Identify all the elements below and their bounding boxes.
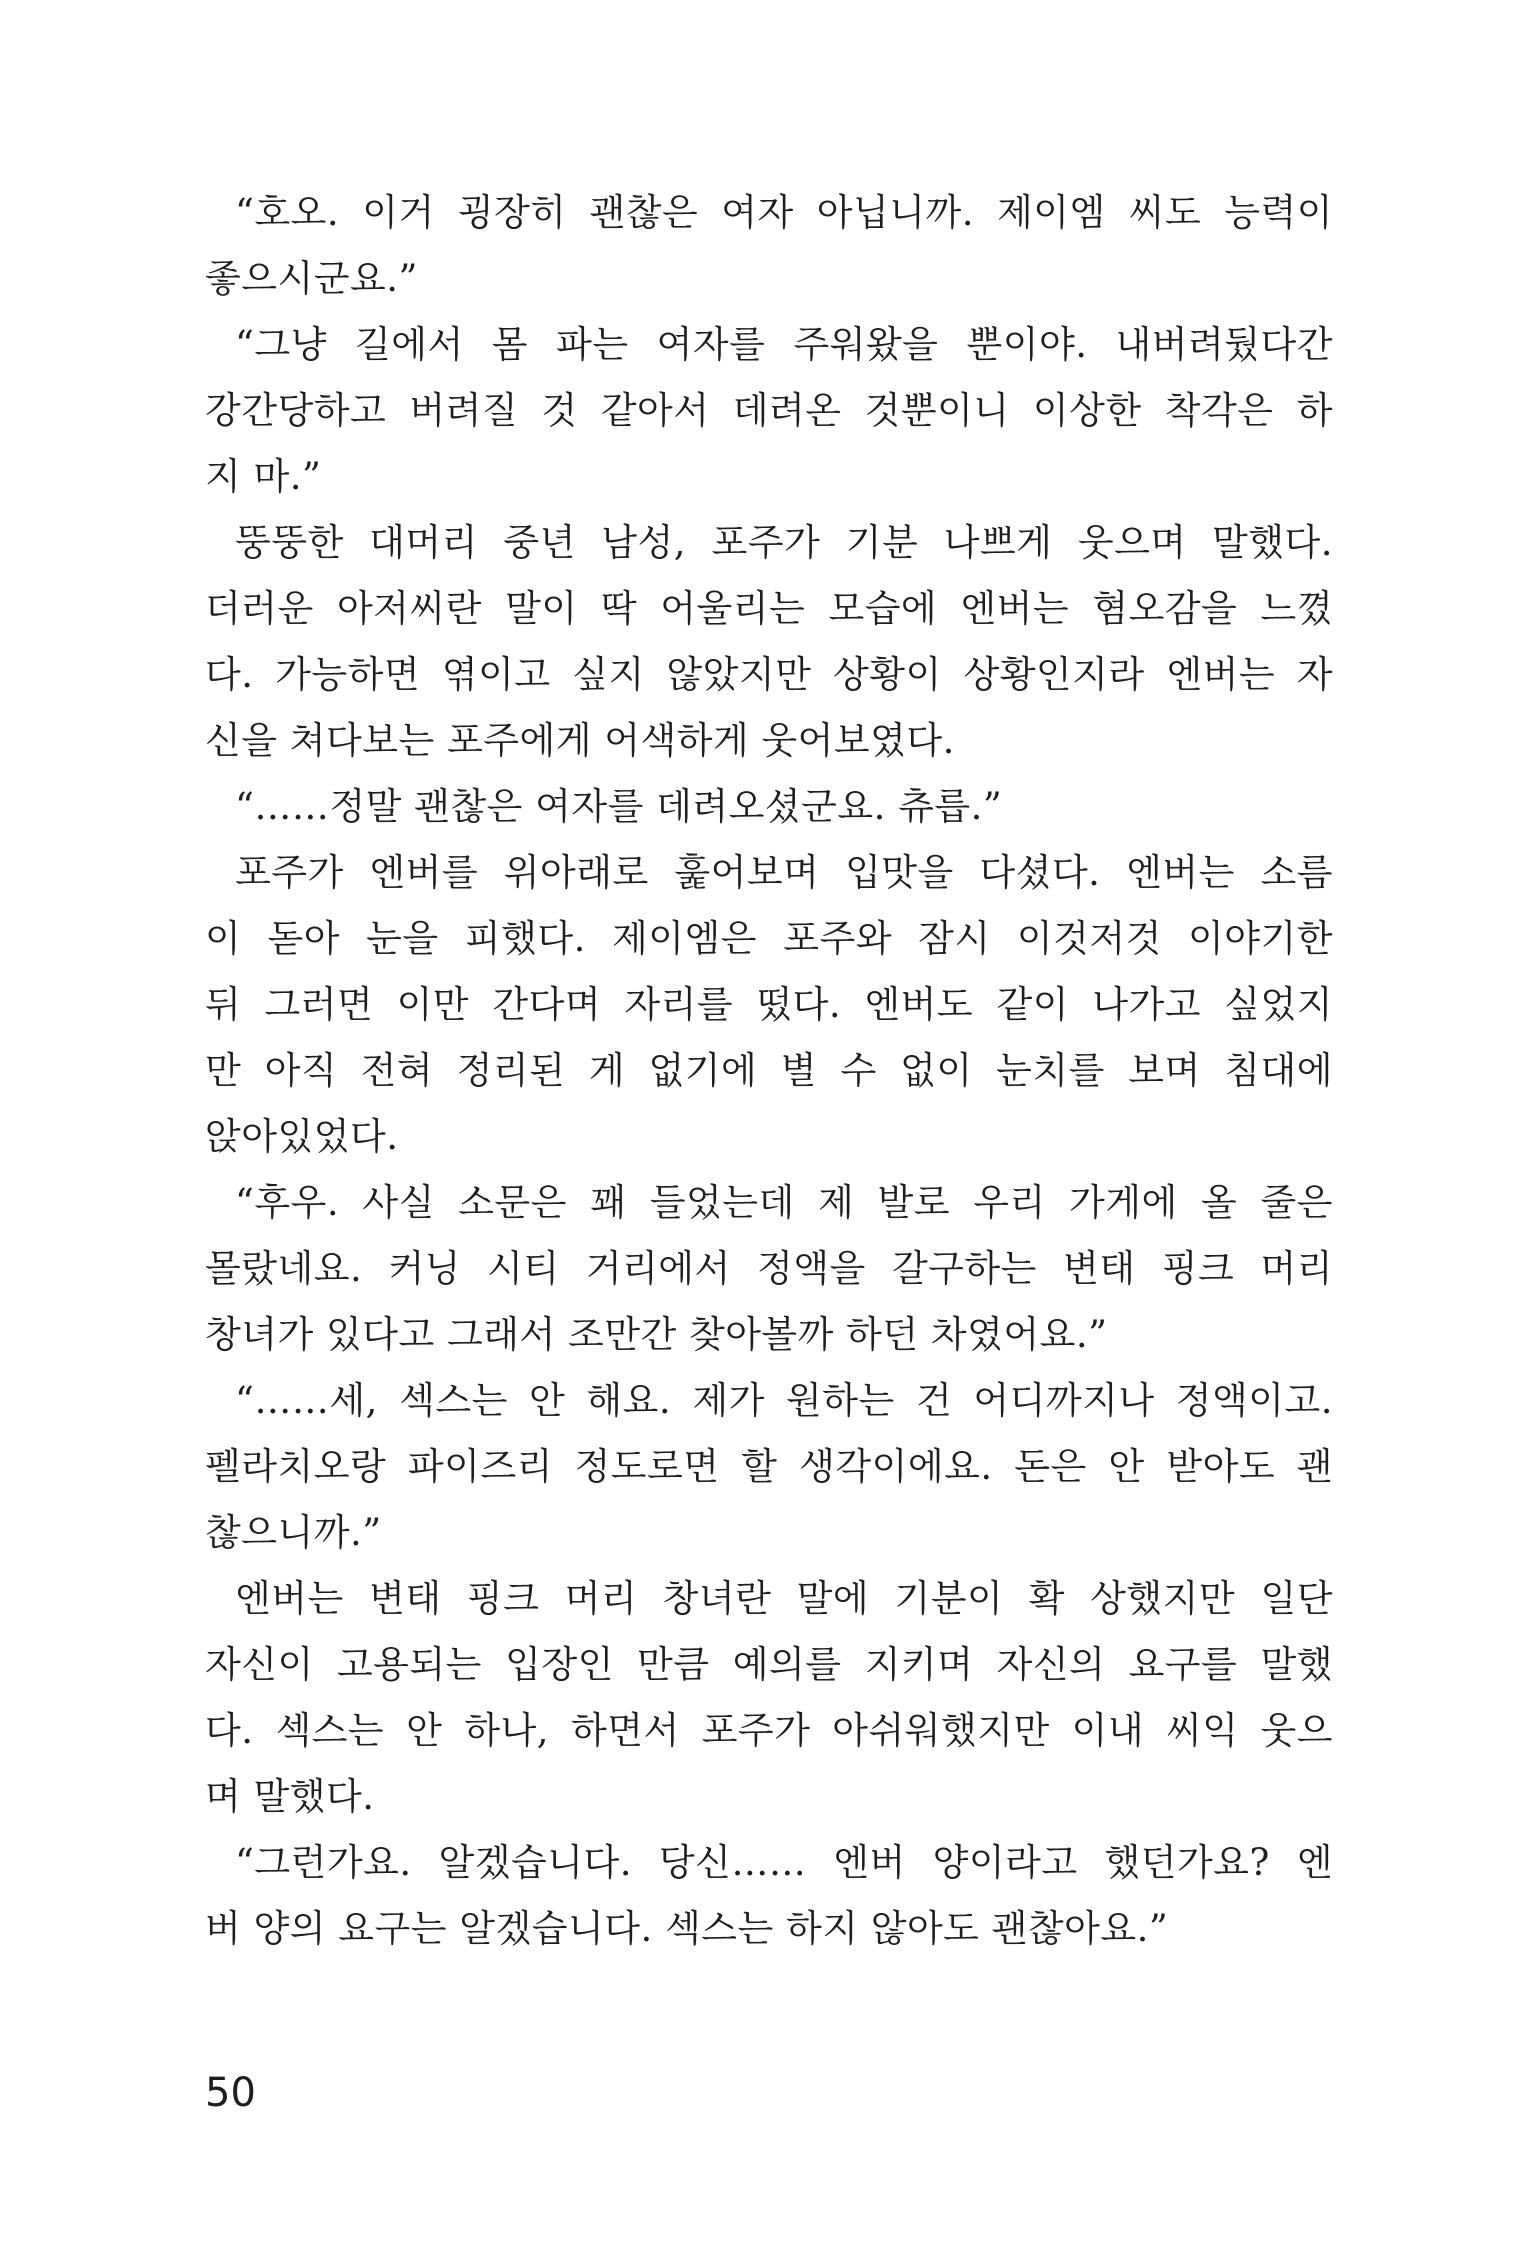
text-line: 만 아직 전혀 정리된 게 없기에 별 수 없이 눈치를 보며 침대에 [205,1049,1333,1092]
page-number: 50 [205,2070,256,2116]
text-line: “후우. 사실 소문은 꽤 들었는데 제 발로 우리 가게에 올 줄은 [235,1181,1333,1224]
text-line: 자신이 고용되는 입장인 만큼 예의를 지키며 자신의 요구를 말했 [205,1643,1333,1686]
text-line: 지 마.” [205,455,322,498]
text-line: 뚱뚱한 대머리 중년 남성, 포주가 기분 나쁘게 웃으며 말했다. [235,521,1333,564]
text-line: 다. 섹스는 안 하나, 하면서 포주가 아쉬워했지만 이내 씨익 웃으 [205,1709,1333,1752]
text-line: 뒤 그러면 이만 간다며 자리를 떴다. 엔버도 같이 나가고 싶었지 [205,983,1333,1026]
text-line: 앉아있었다. [205,1115,399,1158]
text-line: 엔버는 변태 핑크 머리 창녀란 말에 기분이 확 상했지만 일단 [235,1577,1333,1620]
text-line: “……정말 괜찮은 여자를 데려오셨군요. 츄릅.” [235,785,1003,828]
text-line: 좋으시군요.” [205,257,418,300]
text-line: 찮으니까.” [205,1511,382,1554]
text-line: 펠라치오랑 파이즈리 정도로면 할 생각이에요. 돈은 안 받아도 괜 [205,1445,1333,1488]
text-line: 버 양의 요구는 알겠습니다. 섹스는 하지 않아도 괜찮아요.” [205,1907,1169,1950]
text-line: 다. 가능하면 엮이고 싶지 않았지만 상황이 상황인지라 엔버는 자 [205,653,1333,696]
text-line: “그런가요. 알겠습니다. 당신…… 엔버 양이라고 했던가요? 엔 [235,1841,1333,1884]
text-line: “그냥 길에서 몸 파는 여자를 주워왔을 뿐이야. 내버려뒀다간 [235,323,1333,366]
text-line: 포주가 엔버를 위아래로 훑어보며 입맛을 다셨다. 엔버는 소름 [235,851,1333,894]
text-line: “……세, 섹스는 안 해요. 제가 원하는 건 어디까지나 정액이고. [235,1379,1333,1422]
text-line: 며 말했다. [205,1775,375,1818]
text-line: 더러운 아저씨란 말이 딱 어울리는 모습에 엔버는 혐오감을 느꼈 [205,587,1333,630]
text-line: “호오. 이거 굉장히 괜찮은 여자 아닙니까. 제이엠 씨도 능력이 [235,191,1333,234]
text-line: 강간당하고 버려질 것 같아서 데려온 것뿐이니 이상한 착각은 하 [205,389,1333,432]
text-line: 이 돋아 눈을 피했다. 제이엠은 포주와 잠시 이것저것 이야기한 [205,917,1333,960]
text-line: 신을 쳐다보는 포주에게 어색하게 웃어보였다. [205,719,955,762]
text-line: 창녀가 있다고 그래서 조만간 찾아볼까 하던 차였어요.” [205,1313,1108,1356]
text-line: 몰랐네요. 커닝 시티 거리에서 정액을 갈구하는 변태 핑크 머리 [205,1247,1333,1290]
